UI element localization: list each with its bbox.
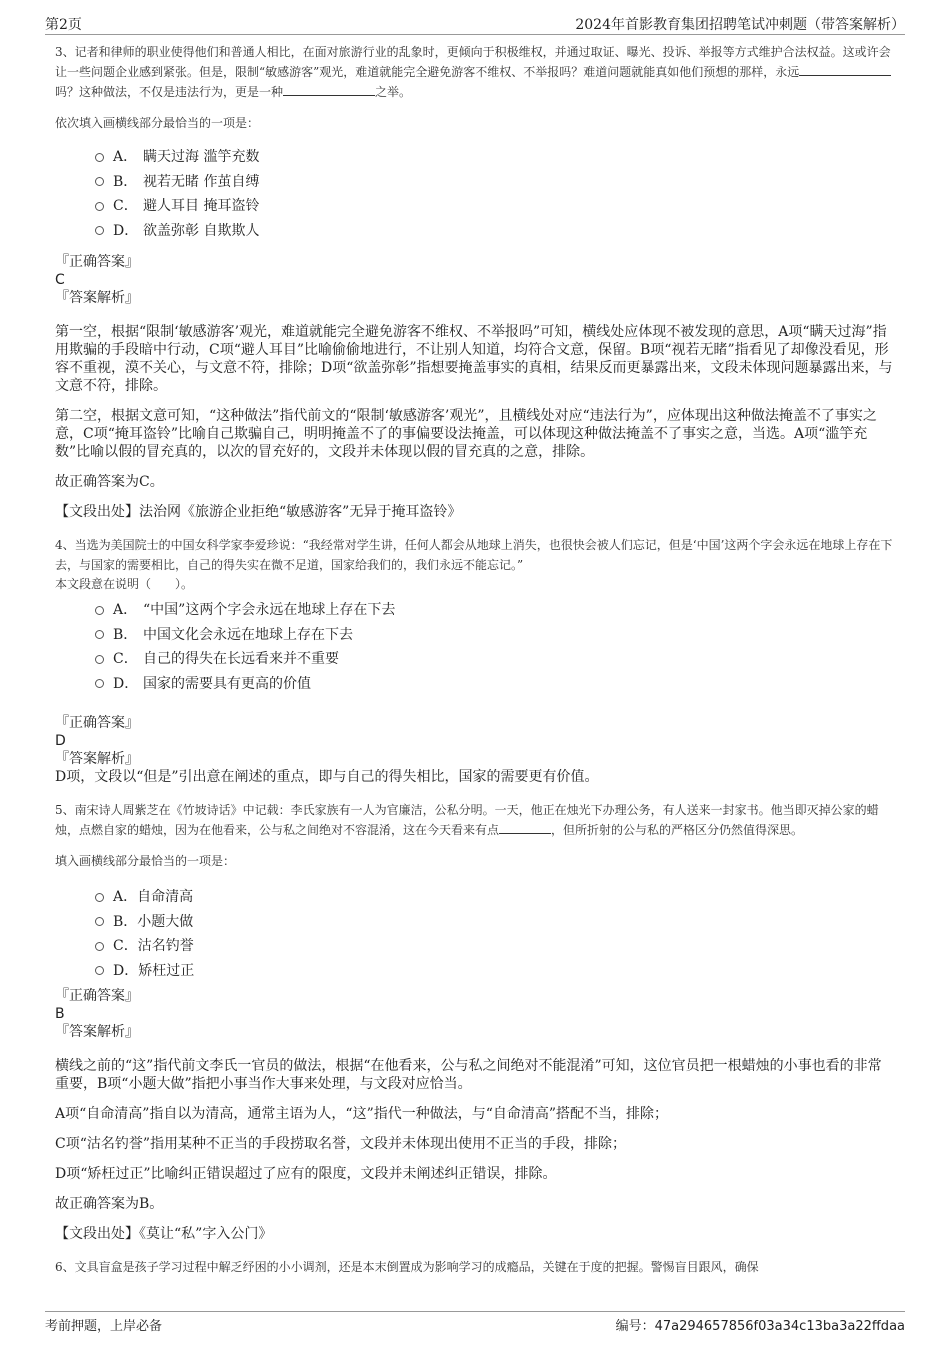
- question-6: [55, 1257, 895, 1277]
- footer-slogan: 考前押题，上岸必备: [45, 1319, 163, 1334]
- question-4-options: [95, 598, 895, 696]
- question-3-text: 3、记者和律师的职业使得他们和普通人相比，在面对旅游行业的乱象时，更倾向于积极维权，并通过取证、曝光、投诉、举报等方式维护合法权益。这或许会让一些问题企业感到紧张。但是，限制“敏感游客”观光，难道就能完全避免游客不维权、不举报吗？难道问题就能真如他们预想的那样，永远吗？这种做法，不仅是违法行为，更是一种 之举。: [55, 45, 891, 99]
- analysis-label: 『答案解析』: [55, 290, 139, 306]
- document-id: 编号：47a294657856f03a34c13ba3a22ffdaa: [615, 1319, 905, 1334]
- analysis-paragraph: 横线之前的“这”指代前文李氏一官员的做法，根据“在他看来，公与私之间绝对不能混淆”可知，这位官员把一根蜡烛的小事也看的非常重要，B项“小题大做”指把小事当作大事来处理，与文段对应恰当。: [55, 1058, 882, 1092]
- source-citation: 【文段出处】《莫让“私”字入公门》: [55, 1226, 273, 1242]
- analysis-paragraph: D项“矫枉过正”比喻纠正错误超过了应有的限度，文段并未阐述纠正错误，排除。: [55, 1166, 557, 1182]
- question-3: [55, 42, 895, 521]
- option-b[interactable]: B． 小题大做: [95, 910, 895, 935]
- analysis-label: 『答案解析』: [55, 1024, 139, 1040]
- question-4: [55, 535, 895, 786]
- answer-blank-2: [283, 83, 375, 96]
- question-3-options: [95, 145, 895, 243]
- analysis-paragraph: A项“自命清高”指自以为清高，通常主语为人，“这”指代一种做法，与“自命清高”搭配不当，排除；: [55, 1106, 669, 1122]
- radio-icon[interactable]: [95, 679, 104, 688]
- option-a[interactable]: A． “中国”这两个字会永远在地球上存在下去: [95, 598, 895, 623]
- answer-label: 『正确答案』: [55, 254, 139, 270]
- analysis-paragraph: C项“沽名钓誉”指用某种不正当的手段捞取名誉，文段并未体现出使用不正当的手段，排除；: [55, 1136, 627, 1152]
- correct-answer: B: [55, 1006, 65, 1022]
- question-6-text: 6、文具盲盒是孩子学习过程中解乏纾困的小小调剂，还是本末倒置成为影响学习的成瘾品，关键在于度的把握。警惕盲目跟风，确保: [55, 1260, 759, 1274]
- document-title: 2024年首影教育集团招聘笔试冲刺题（带答案解析）: [575, 17, 905, 33]
- question-4-text: 4、当选为美国院士的中国女科学家李爱珍说：“我经常对学生讲，任何人都会从地球上消失，也很快会被人们忘记，但是‘中国’这两个字会永远在地球上存在下去，与国家的需要相比，自己的得失实在微不足道，国家给我们的，我们永远不能忘记。”: [55, 538, 893, 572]
- option-c[interactable]: C． 自己的得失在长远看来并不重要: [95, 647, 895, 672]
- question-5: [55, 800, 895, 1243]
- radio-icon[interactable]: [95, 917, 104, 926]
- correct-answer: C: [55, 272, 65, 288]
- answer-blank-1: [799, 63, 891, 76]
- radio-icon[interactable]: [95, 893, 104, 902]
- analysis-conclusion: 故正确答案为B。: [55, 1196, 164, 1212]
- analysis-paragraph: D项，文段以“但是”引出意在阐述的重点，即与自己的得失相比，国家的需要更有价值。: [55, 769, 599, 785]
- source-citation: 【文段出处】法治网《旅游企业拒绝“敏感游客”无异于掩耳盗铃》: [55, 504, 462, 520]
- option-d[interactable]: D． 欲盖弥彰 自欺欺人: [95, 219, 895, 244]
- question-4-prompt: 本文段意在说明（ ）。: [55, 577, 194, 591]
- radio-icon[interactable]: [95, 655, 104, 664]
- radio-icon[interactable]: [95, 606, 104, 615]
- page-footer: [45, 1311, 905, 1334]
- analysis-conclusion: 故正确答案为C。: [55, 474, 164, 490]
- radio-icon[interactable]: [95, 202, 104, 211]
- option-a[interactable]: A． 自命清高: [95, 885, 895, 910]
- option-a[interactable]: A． 瞒天过海 滥竽充数: [95, 145, 895, 170]
- option-d[interactable]: D． 国家的需要具有更高的价值: [95, 672, 895, 697]
- question-5-options: [95, 885, 895, 983]
- answer-blank: [499, 821, 551, 834]
- answer-label: 『正确答案』: [55, 988, 139, 1004]
- radio-icon[interactable]: [95, 942, 104, 951]
- document-body: [55, 42, 895, 1289]
- analysis-paragraph: 第一空，根据“限制‘敏感游客’观光，难道就能完全避免游客不维权、不举报吗”可知，横线处应体现不被发现的意思，A项“瞒天过海”指用欺骗的手段暗中行动，C项“避人耳目”比喻偷偷地进行，不让别人知道，均符合文意，保留。B项“视若无睹”指看见了却像没看见，形容不重视，漠不关心，与文意不符，排除；D项“欲盖弥彰”指想要掩盖事实的真相，结果反而更暴露出来，文段未体现问题暴露出来，与文意不符，排除。: [55, 324, 893, 394]
- radio-icon[interactable]: [95, 226, 104, 235]
- correct-answer: D: [55, 733, 66, 749]
- question-5-prompt: 填入画横线部分最恰当的一项是：: [55, 854, 236, 868]
- page-header: [45, 14, 905, 35]
- page-number: 第2页: [45, 17, 82, 33]
- option-d[interactable]: D． 矫枉过正: [95, 959, 895, 984]
- radio-icon[interactable]: [95, 153, 104, 162]
- analysis-paragraph: 第二空，根据文意可知，“这种做法”指代前文的“限制‘敏感游客’观光”，且横线处对应“违法行为”，应体现出这种做法掩盖不了事实之意，C项“掩耳盗铃”比喻自己欺骗自己，明明掩盖不了的事偏要设法掩盖，可以体现这种做法掩盖不了事实之意，当选。A项“滥竽充数”比喻以假的冒充真的，以次的冒充好的，文段并未体现以假的冒充真的之意，排除。: [55, 408, 877, 460]
- option-c[interactable]: C． 避人耳目 掩耳盗铃: [95, 194, 895, 219]
- question-3-prompt: 依次填入画横线部分最恰当的一项是：: [55, 116, 260, 130]
- radio-icon[interactable]: [95, 630, 104, 639]
- analysis-label: 『答案解析』: [55, 751, 139, 767]
- question-5-text: 5、南宋诗人周紫芝在《竹坡诗话》中记载：李氏家族有一人为官廉洁，公私分明。一天，他正在烛光下办理公务，有人送来一封家书。他当即灭掉公家的蜡烛，点燃自家的蜡烛，因为在他看来，公与私之间绝对不容混淆，这在今天看来有点 ，但所折射的公与私的严格区分仍然值得深思。: [55, 803, 879, 837]
- radio-icon[interactable]: [95, 177, 104, 186]
- answer-label: 『正确答案』: [55, 715, 139, 731]
- radio-icon[interactable]: [95, 966, 104, 975]
- option-b[interactable]: B． 中国文化会永远在地球上存在下去: [95, 623, 895, 648]
- option-c[interactable]: C． 沽名钓誉: [95, 934, 895, 959]
- option-b[interactable]: B． 视若无睹 作茧自缚: [95, 170, 895, 195]
